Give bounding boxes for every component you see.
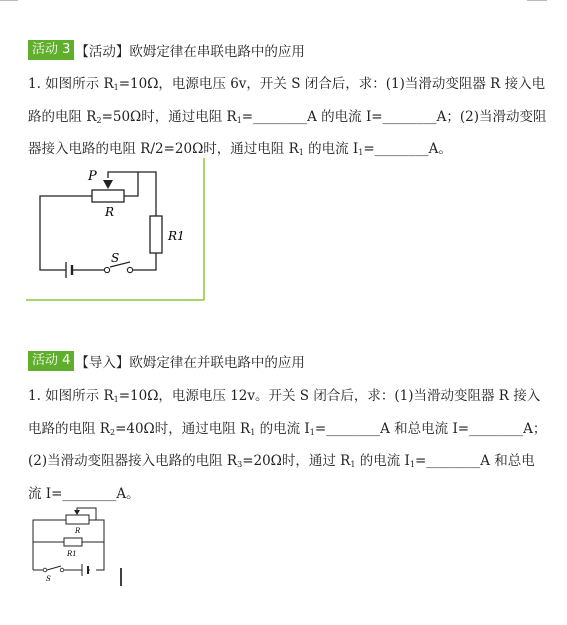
- q3-f: =________A。: [363, 141, 452, 157]
- switch-contact: [127, 267, 132, 272]
- q4-sub2: 2: [109, 427, 116, 437]
- switch-contact: [60, 568, 64, 572]
- activity4-badge: 活动 4: [28, 351, 74, 371]
- q4-sub1: 1: [113, 395, 119, 404]
- q4-c: =40Ω时，通过电阻 R: [115, 420, 251, 437]
- q3-sub5: 1: [358, 148, 364, 157]
- q4-g: 的电流 I: [355, 453, 410, 469]
- q3-sub1: 1: [113, 83, 119, 92]
- rheostat-r: [66, 515, 89, 524]
- top-rule-left: [0, 0, 18, 1]
- top-rule-right: [527, 0, 547, 1]
- activity3-badge: 活动 3: [28, 40, 74, 60]
- q3-sub2: 2: [96, 115, 102, 125]
- slider-arrow-icon: [103, 180, 113, 189]
- q3-a: 如图所示 R: [45, 76, 114, 92]
- q3-e: 的电流 I: [303, 141, 359, 157]
- q4-a: 如图所示 R: [45, 388, 114, 404]
- switch-contact: [104, 267, 109, 272]
- q3-c: =50Ω时，通过电阻 R: [101, 108, 237, 125]
- q3-sub4: 1: [298, 148, 304, 157]
- label-r: R: [75, 527, 81, 535]
- q4-sub6: 1: [350, 460, 356, 469]
- label-r1: R1: [168, 229, 185, 243]
- activity4-question: [28, 382, 548, 508]
- q4-b: =10Ω，电源电压 12v。开关 S 闭合后，求：(1)当滑动变阻器 R 接入电路的电阻 R: [28, 388, 541, 437]
- series-circuit-wires: [40, 172, 156, 270]
- q4-sub7: 1: [409, 460, 415, 469]
- label-p: P: [88, 169, 97, 184]
- resistor-r1: [150, 216, 162, 253]
- switch-contact: [43, 568, 47, 572]
- q3-num: 1.: [28, 76, 46, 92]
- activity4-header: [28, 350, 305, 372]
- q4-e: =________A 和总电流 I=________A；(2)当滑动变阻器接入电路的电阻 R: [28, 420, 547, 469]
- series-circuit-diagram: [26, 158, 208, 302]
- label-s: S: [111, 251, 120, 265]
- slider-arrow-icon: [74, 510, 80, 515]
- q4-sub4: 1: [309, 427, 315, 437]
- label-s: S: [46, 575, 51, 583]
- label-r: R: [105, 205, 115, 219]
- q4-h: =________A 和总电流 I=________A。: [28, 453, 535, 502]
- q3-d: =________A 的电流 I=________A；(2)当滑动变阻器接入电路的电阻 R/2=20Ω时，通过电阻 R: [28, 108, 547, 157]
- rheostat-r: [92, 190, 124, 202]
- label-r1: R1: [67, 550, 77, 558]
- q3-sub3: 1: [236, 115, 242, 125]
- q4-num: 1.: [28, 388, 46, 404]
- parallel-circuit-diagram: [26, 500, 130, 590]
- q4-f: =20Ω时，通过 R: [242, 453, 351, 469]
- q4-d: 的电流 I: [255, 420, 310, 437]
- activity4-title: 【导入】欧姆定律在并联电路中的应用: [75, 355, 305, 371]
- q4-sub5: 3: [237, 460, 243, 469]
- q4-sub3: 1: [250, 427, 256, 437]
- activity3-header: [28, 39, 305, 61]
- activity3-question: [28, 70, 548, 168]
- q3-b: =10Ω，电源电压 6v，开关 S 闭合后，求：(1)当滑动变阻器 R 接入电路的电阻 R: [28, 76, 546, 125]
- resistor-r1: [64, 538, 82, 546]
- activity3-title: 【活动】欧姆定律在串联电路中的应用: [75, 44, 305, 60]
